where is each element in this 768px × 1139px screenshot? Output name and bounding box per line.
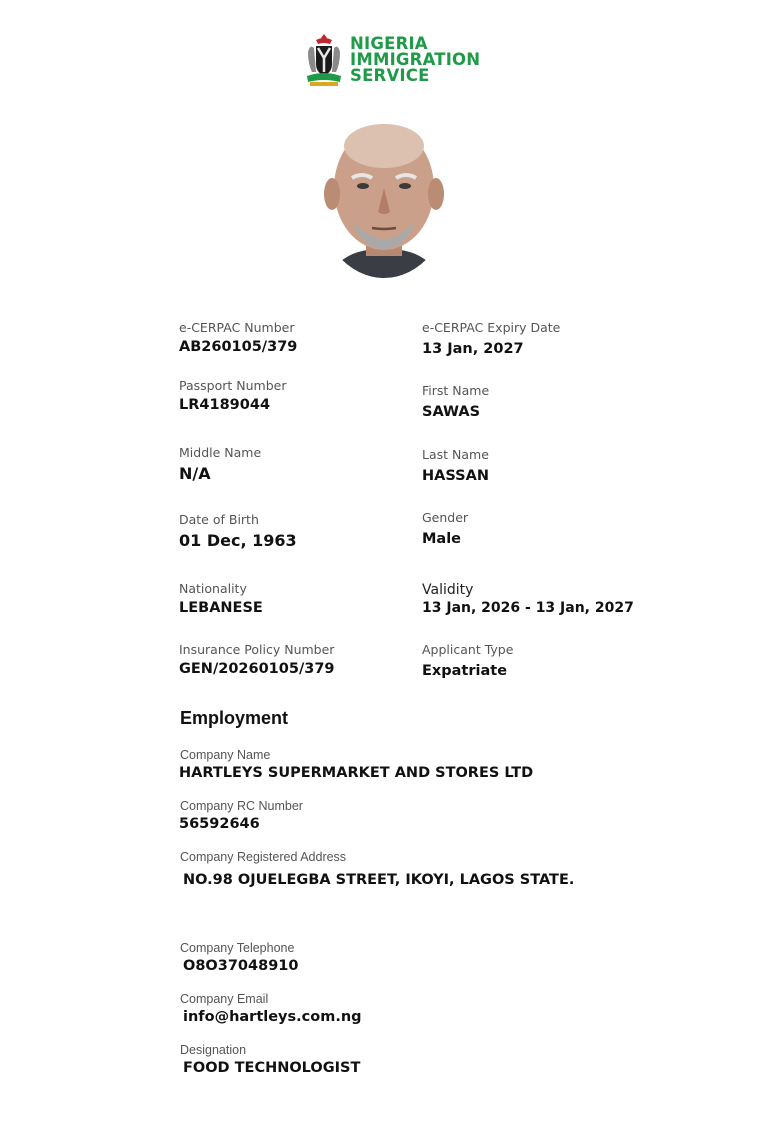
designation-label: Designation xyxy=(180,1043,247,1057)
coat-of-arms-icon xyxy=(304,32,344,88)
validity-label: Validity xyxy=(422,582,474,598)
gender-value: Male xyxy=(422,531,462,547)
insurance-policy-value: GEN/20260105/379 xyxy=(179,661,335,677)
applicant-type-value: Expatriate xyxy=(422,663,508,679)
first-name-field xyxy=(422,383,489,420)
insurance-policy-label: Insurance Policy Number xyxy=(179,642,335,657)
middle-name-label: Middle Name xyxy=(179,445,262,460)
insurance-policy-field xyxy=(179,642,335,677)
company-address-label: Company Registered Address xyxy=(180,850,347,864)
agency-name-line-1: NIGERIA xyxy=(350,34,428,53)
middle-name-field xyxy=(179,445,261,483)
agency-name-line-2: IMMIGRATION xyxy=(350,50,481,69)
first-name-label: First Name xyxy=(422,383,490,398)
designation-field xyxy=(180,1043,360,1076)
company-telephone-field xyxy=(180,941,298,974)
nationality-label: Nationality xyxy=(179,581,247,596)
agency-name xyxy=(350,36,480,84)
company-email-value: info@hartleys.com.ng xyxy=(183,1009,362,1025)
gender-field xyxy=(422,510,468,547)
company-telephone-label: Company Telephone xyxy=(180,941,295,955)
last-name-field xyxy=(422,447,489,484)
date-of-birth-label: Date of Birth xyxy=(179,512,259,527)
agency-name-line-3: SERVICE xyxy=(350,66,430,85)
employment-heading: Employment xyxy=(180,708,289,728)
company-name-label: Company Name xyxy=(180,748,271,762)
company-rc-field xyxy=(180,799,303,832)
gender-label: Gender xyxy=(422,510,469,525)
company-address-value: NO.98 OJUELEGBA STREET, IKOYI, LAGOS STATE. xyxy=(183,872,575,888)
company-address-field xyxy=(180,850,574,888)
date-of-birth-field xyxy=(179,512,297,550)
ecerpac-expiry-value: 13 Jan, 2027 xyxy=(422,341,524,357)
passport-number-label: Passport Number xyxy=(179,378,287,393)
first-name-value: SAWAS xyxy=(422,404,481,420)
last-name-label: Last Name xyxy=(422,447,489,462)
nis-logo xyxy=(304,30,481,90)
validity-value: 13 Jan, 2026 - 13 Jan, 2027 xyxy=(422,600,634,616)
company-email-label: Company Email xyxy=(180,992,269,1006)
validity-field xyxy=(422,582,634,616)
ecerpac-expiry-label: e-CERPAC Expiry Date xyxy=(422,320,561,335)
passport-number-field xyxy=(179,378,286,413)
company-rc-label: Company RC Number xyxy=(180,799,303,813)
ecerpac-number-field xyxy=(179,320,297,355)
ecerpac-number-value: AB260105/379 xyxy=(179,339,298,355)
ecerpac-expiry-field xyxy=(422,320,560,357)
company-name-field xyxy=(180,748,533,781)
company-telephone-value: O8O37048910 xyxy=(183,958,299,974)
nationality-field xyxy=(179,581,263,616)
company-email-field xyxy=(180,992,362,1025)
company-name-value: HARTLEYS SUPERMARKET AND STORES LTD xyxy=(179,765,534,781)
holder-photo xyxy=(318,116,450,280)
nationality-value: LEBANESE xyxy=(179,600,263,616)
date-of-birth-value: 01 Dec, 1963 xyxy=(179,531,297,550)
company-rc-value: 56592646 xyxy=(179,816,260,832)
applicant-type-field xyxy=(422,642,513,679)
applicant-type-label: Applicant Type xyxy=(422,642,514,657)
ecerpac-number-label: e-CERPAC Number xyxy=(179,320,295,335)
designation-value: FOOD TECHNOLOGIST xyxy=(183,1060,361,1076)
middle-name-value: N/A xyxy=(179,464,211,483)
passport-number-value: LR4189044 xyxy=(179,397,271,413)
last-name-value: HASSAN xyxy=(422,468,489,484)
